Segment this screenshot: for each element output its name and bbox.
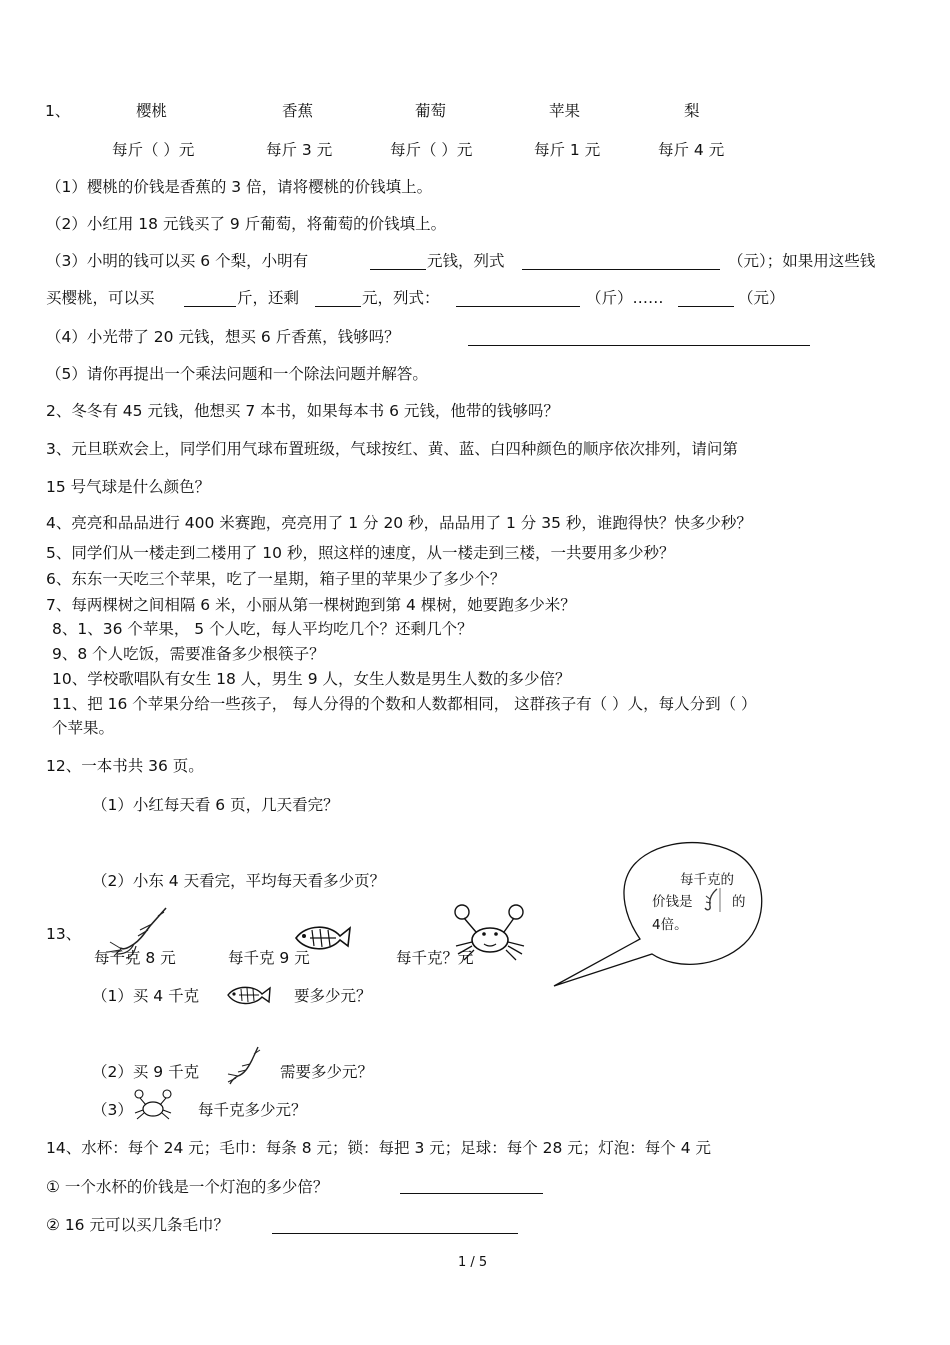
price-grape: 每斤（ ）元 — [390, 141, 473, 159]
q12-title: 12、一本书共 36 页。 — [46, 757, 204, 775]
q11-line2: 个苹果。 — [52, 719, 115, 737]
q2: 2、冬冬有 45 元钱，他想买 7 本书，如果每本书 6 元钱，他带的钱够吗？ — [46, 402, 559, 420]
price-shrimp: 每千克 8 元 — [94, 949, 176, 967]
bubble-line3: 4倍。 — [652, 917, 688, 933]
q1-sub5: （5）请你再提出一个乘法问题和一个除法问题并解答。 — [46, 365, 428, 383]
q11-line1: 11、把 16 个苹果分给一些孩子， 每人分得的个数和人数都相同， 这群孩子有（ ）人，每人分到（ ） — [52, 695, 757, 713]
q4: 4、亮亮和品品进行 400 米赛跑，亮亮用了 1 分 20 秒，品品用了 1 分 35 秒，谁跑得快？快多少秒？ — [46, 514, 752, 532]
q1-sub3-part7: （斤）…… — [586, 289, 664, 307]
q13-sub1-part1: （1）买 4 千克 — [92, 987, 200, 1005]
q13-sub3-part2: 每千克多少元？ — [198, 1101, 307, 1119]
q13-sub1-part2: 要多少元？ — [294, 987, 372, 1005]
bubble-line2b: 的 — [732, 894, 746, 910]
q10: 10、学校歌唱队有女生 18 人，男生 9 人，女生人数是男生人数的多少倍？ — [52, 670, 571, 688]
q1-sub1: （1）樱桃的价钱是香蕉的 3 倍，请将樱桃的价钱填上。 — [46, 178, 433, 196]
q3-line1: 3、元旦联欢会上，同学们用气球布置班级，气球按红、黄、蓝、白四种颜色的顺序依次排列，请问第 — [46, 440, 738, 458]
q13-sub3-part1: （3） — [92, 1101, 133, 1119]
fruit-grape: 葡萄 — [415, 102, 447, 120]
fruit-apple: 苹果 — [549, 102, 581, 120]
fruit-pear: 梨 — [684, 102, 700, 120]
q9: 9、8 个人吃饭，需要准备多少根筷子？ — [52, 645, 325, 663]
bubble-line2a: 价钱是 — [652, 894, 693, 910]
page-number: 1 / 5 — [458, 1255, 488, 1270]
q1-sub4: （4）小光带了 20 元钱，想买 6 斤香蕉，钱够吗？ — [46, 328, 400, 346]
q1-sub3-part8: （元） — [738, 289, 785, 307]
q1-number: 1、 — [45, 102, 71, 120]
shrimp-icon — [224, 1044, 264, 1088]
q12-sub2: （2）小东 4 天看完，平均每天看多少页？ — [92, 872, 386, 890]
q1-sub2: （2）小红用 18 元钱买了 9 斤葡萄，将葡萄的价钱填上。 — [46, 215, 447, 233]
fruit-banana: 香蕉 — [282, 102, 314, 120]
q14-sub2: ② 16 元可以买几条毛巾？ — [46, 1216, 229, 1234]
q3-line2: 15 号气球是什么颜色？ — [46, 478, 211, 496]
answer-blank — [678, 306, 734, 307]
q7: 7、每两棵树之间相隔 6 米，小丽从第一棵树跑到第 4 棵树，她要跑多少米？ — [46, 596, 576, 614]
answer-blank — [400, 1193, 543, 1194]
price-banana: 每斤 3 元 — [266, 141, 333, 159]
bubble-line1: 每千克的 — [680, 872, 734, 888]
price-crab: 每千克？元 — [396, 949, 474, 967]
price-fish: 每千克 9 元 — [228, 949, 310, 967]
price-apple: 每斤 1 元 — [534, 141, 601, 159]
shrimp-icon — [697, 886, 725, 914]
q14-title: 14、水杯：每个 24 元；毛巾：每条 8 元；锁：每把 3 元；足球：每个 28 元；灯泡：每个 4 元 — [46, 1139, 712, 1157]
q13-sub2-part2: 需要多少元？ — [280, 1063, 374, 1081]
answer-blank — [315, 306, 361, 307]
answer-blank — [272, 1233, 518, 1234]
q1-sub3-part4: 买樱桃，可以买 — [46, 289, 155, 307]
q1-sub3-part2: 元钱，列式 — [427, 252, 505, 270]
answer-blank — [468, 345, 810, 346]
q1-sub3-part6: 元，列式： — [362, 289, 440, 307]
answer-blank — [184, 306, 236, 307]
price-cherry: 每斤（ ）元 — [112, 141, 195, 159]
answer-blank — [456, 306, 580, 307]
q1-sub3-part5: 斤，还剩 — [237, 289, 300, 307]
answer-blank — [370, 269, 426, 270]
q13-sub2-part1: （2）买 9 千克 — [92, 1063, 200, 1081]
q5: 5、同学们从一楼走到二楼用了 10 秒，照这样的速度，从一楼走到三楼，一共要用多少秒？ — [46, 544, 675, 562]
q13-number: 13、 — [46, 925, 82, 943]
fish-icon — [224, 980, 274, 1010]
crab-icon — [132, 1088, 174, 1122]
q12-sub1: （1）小红每天看 6 页，几天看完？ — [92, 796, 339, 814]
q14-sub1: ① 一个水杯的价钱是一个灯泡的多少倍？ — [46, 1178, 329, 1196]
fruit-cherry: 樱桃 — [136, 102, 168, 120]
q8: 8、1、36 个苹果， 5 个人吃，每人平均吃几个？还剩几个？ — [52, 620, 473, 638]
q1-sub3-part3: （元）；如果用这些钱 — [728, 252, 876, 270]
q6: 6、东东一天吃三个苹果，吃了一星期，箱子里的苹果少了多少个？ — [46, 570, 506, 588]
price-pear: 每斤 4 元 — [658, 141, 725, 159]
answer-blank — [522, 269, 720, 270]
q1-sub3-part1: （3）小明的钱可以买 6 个梨，小明有 — [46, 252, 309, 270]
